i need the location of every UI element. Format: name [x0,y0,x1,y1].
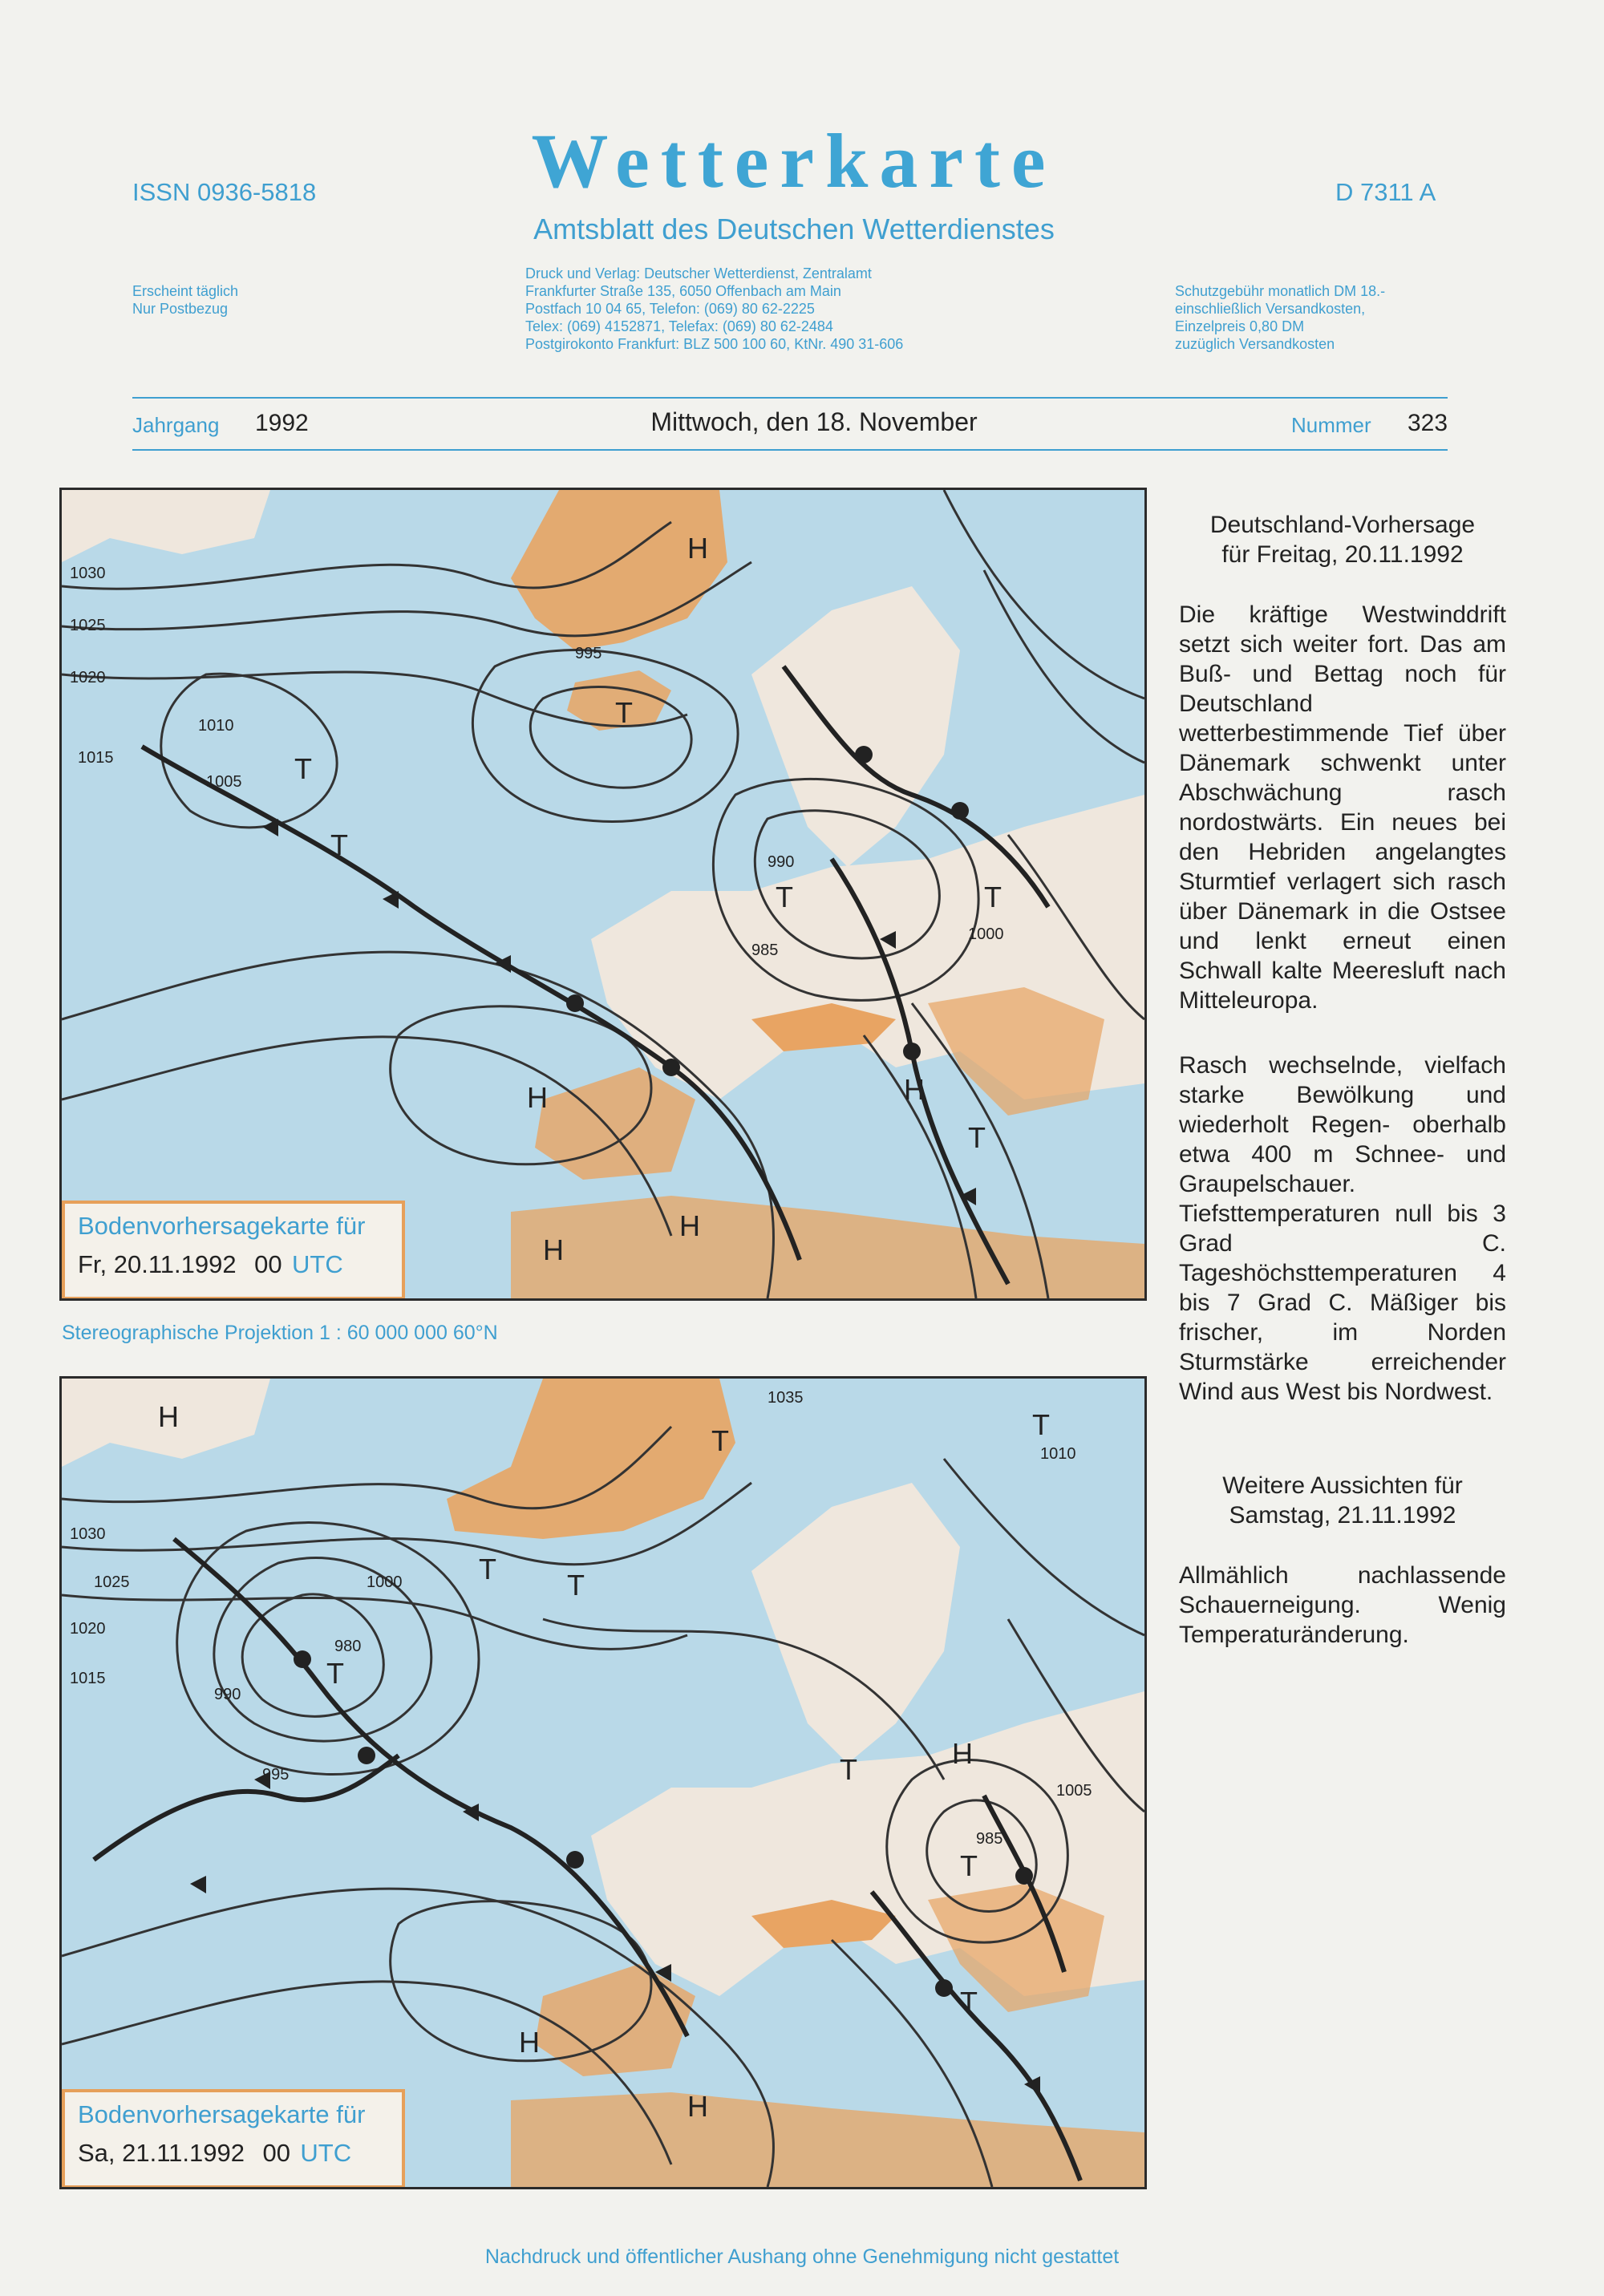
scandinavia-land [751,1483,960,1764]
isobar-label: 1020 [70,669,106,686]
nummer-label: Nummer [1291,413,1371,437]
pressure-center: H [952,1737,973,1770]
front-symbol [566,1851,584,1869]
isobar-label: 1015 [78,749,114,767]
isobar [177,1523,479,1775]
pressure-center: T [330,828,348,861]
outlook-text: Allmählich nachlassende Schauerneigung. Wenig Temperaturänderung. [1179,1562,1506,1648]
postal-number: D 7311 A [1335,178,1436,206]
isobar-label: 1010 [198,717,234,735]
weather-map-friday [59,488,1147,1301]
front-line [174,1539,687,2036]
isobar-label: 995 [575,645,602,662]
scandinavia-land [751,586,960,867]
pressure-center: T [1032,1408,1050,1441]
isobar-label: 1005 [1056,1782,1092,1800]
front-symbol [662,1059,680,1076]
issn-number: ISSN 0936-5818 [132,178,317,206]
pressure-center: T [326,1657,344,1690]
pressure-center: H [527,1081,548,1114]
isobar-label: 1025 [94,1573,130,1591]
isobar [242,1594,383,1716]
pressure-center: T [615,696,633,729]
publisher-info: Druck und Verlag: Deutscher Wetterdienst, Zentralamt Frankfurter Straße 135, 6050 Offenbach am Main Postfach 10 04 65, Telefon: (069) 80 62-2225 Telex: (069) 4152871, Telefax: (069) 80 62-2484 Postgirokonto Frankfurt: BLZ 500 100 60, KtNr. 490 31-606 [525,265,904,352]
map-friday-caption: Bodenvorhersagekarte für Fr, 20.11.1992 00 UTC [62,1201,405,1300]
map-saturday-drawing [62,1379,1144,2187]
isobar-label: 1005 [206,773,242,791]
isobar-label: 985 [976,1830,1003,1848]
pressure-center: T [840,1753,857,1786]
isobar-label: 1020 [70,1620,106,1638]
pressure-center: H [519,2026,540,2059]
isobar-label: 1010 [1040,1445,1076,1463]
map-friday-drawing [62,490,1144,1298]
pressure-center: T [960,1849,978,1882]
pressure-center: H [543,1233,564,1266]
pressure-center: H [679,1209,700,1242]
isobar-label: 1035 [768,1389,804,1407]
isobar [944,490,1144,699]
isobar-label: 995 [262,1766,290,1784]
isobar-label: 990 [214,1686,241,1703]
footer-notice: Nachdruck und öffentlicher Aushang ohne Genehmigung nicht gestattet [484,2245,1120,2268]
isobar-label: 985 [751,941,779,959]
front-symbol [903,1043,921,1060]
top-rule [132,397,1448,399]
front-symbol [383,891,399,909]
fee-info: Schutzgebühr monatlich DM 18.- einschließlich Versandkosten, Einzelpreis 0,80 DM zuzüglich Versandkosten [1175,283,1386,352]
pressure-center: T [294,752,312,785]
pressure-center: T [479,1553,496,1585]
masthead-subtitle: Amtsblatt des Deutschen Wetterdienstes [533,213,1055,245]
pressure-center: H [158,1400,179,1433]
projection-info: Stereographische Projektion 1 : 60 000 000 60°N [62,1322,498,1344]
isobar [62,1595,687,1649]
isobar-label: 1000 [968,925,1004,943]
front-line [94,1755,399,1860]
front-symbol [1015,1867,1033,1885]
front-symbol [935,1979,953,1997]
nummer-value: 323 [1408,410,1448,436]
jahrgang-value: 1992 [255,410,309,436]
pressure-center: T [711,1424,729,1457]
forecast-paragraph-2: Rasch wechselnde, vielfach starke Bewölkung und wiederholt Regen- oberhalb etwa 400 m Schnee- und Graupelschauer. Tiefsttemperaturen null bis 3 Grad C. Tageshöchsttemperaturen 4 bis 7 Grad C. Mäßiger bis frischer, im Norden Sturmstärke erreichender Wind aus West bis Nordwest. [1179,1052,1506,1405]
isobar-label: 1030 [70,1525,106,1543]
map-saturday-caption: Bodenvorhersagekarte für Sa, 21.11.1992 00 UTC [62,2089,405,2189]
greenland-land [447,1379,735,1539]
pressure-center: T [968,1121,986,1154]
pressure-center: H [687,2090,708,2123]
isobar-label: 1025 [70,617,106,634]
isobar-label: 990 [768,853,795,871]
distribution-info: Erscheint täglich Nur Postbezug [132,283,239,317]
issue-date: Mittwoch, den 18. November [650,407,978,436]
pressure-center: T [567,1569,585,1602]
front-symbol [190,1876,206,1893]
bottom-rule [132,449,1448,451]
isobar-label: 980 [334,1638,362,1655]
front-symbol [951,802,969,820]
outlook-heading: Weitere Aussichten für Samstag, 21.11.1992 [1222,1472,1463,1529]
front-symbol [358,1747,375,1764]
forecast-heading: Deutschland-Vorhersage für Freitag, 20.11.1992 [1209,512,1476,568]
greenland-land [511,490,727,650]
northamerica-land [62,490,270,562]
isobar [944,1459,1144,1635]
pressure-center: H [687,532,708,565]
pressure-center: T [984,881,1002,913]
isobar [472,650,738,822]
front-symbol [262,819,278,836]
weather-map-saturday [59,1376,1147,2189]
jahrgang-label: Jahrgang [132,413,220,437]
africa-land [511,2092,1144,2187]
front-symbol [566,994,584,1012]
isobar-label: 1030 [70,565,106,582]
isobar-label: 1000 [367,1573,403,1591]
front-symbol [294,1650,311,1668]
pressure-center: T [960,1986,978,2019]
isobar-label: 1015 [70,1670,106,1687]
masthead-title: Wetterkarte [531,118,1057,204]
isobar [984,570,1144,763]
pressure-center: T [776,881,793,913]
front-symbol [855,746,873,763]
pressure-center: H [904,1073,925,1106]
africa-land [511,1196,1144,1298]
forecast-paragraph-1: Die kräftige Westwinddrift setzt sich weiter fort. Das am Buß- und Bettag noch für Deutschland wetterbestimmende Tief über Dänemark schwenkt unter Abschwächung rasch nordostwärts. Ein neues bei den Hebriden angelangtes Sturmtief verlagert sich rasch über Dänemark in die Ostsee und lenkt erneut einen Schwall kalte Meeresluft nach Mitteleuropa. [1179,601,1506,1014]
